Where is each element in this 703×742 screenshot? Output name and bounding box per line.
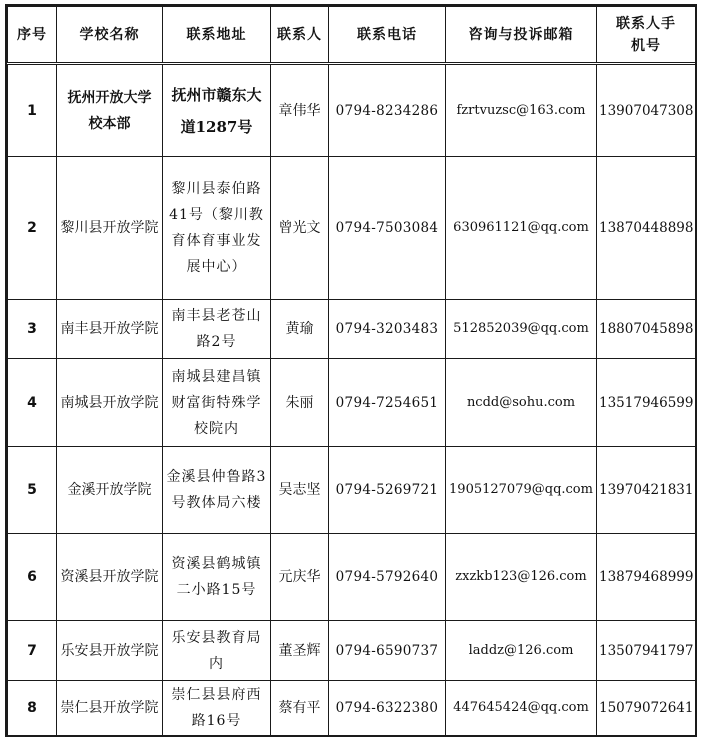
cell-mobile: 15079072641 bbox=[597, 681, 696, 736]
cell-mobile: 13879468999 bbox=[597, 534, 696, 621]
cell-contact: 黄瑜 bbox=[271, 300, 329, 359]
cell-school: 乐安县开放学院 bbox=[57, 621, 163, 681]
cell-school: 黎川县开放学院 bbox=[57, 157, 163, 300]
cell-mobile: 18807045898 bbox=[597, 300, 696, 359]
cell-school: 崇仁县开放学院 bbox=[57, 681, 163, 736]
cell-contact: 曾光文 bbox=[271, 157, 329, 300]
header-school: 学校名称 bbox=[57, 7, 163, 64]
cell-address: 黎川县泰伯路41号（黎川教育体育事业发展中心） bbox=[163, 157, 271, 300]
cell-phone: 0794-5792640 bbox=[329, 534, 446, 621]
cell-email[interactable]: 630961121@qq.com bbox=[446, 157, 597, 300]
cell-contact: 吴志坚 bbox=[271, 447, 329, 534]
cell-email[interactable]: 512852039@qq.com bbox=[446, 300, 597, 359]
cell-seq: 4 bbox=[8, 359, 57, 447]
cell-contact: 元庆华 bbox=[271, 534, 329, 621]
table-row bbox=[8, 64, 696, 157]
cell-email[interactable]: ncdd@sohu.com bbox=[446, 359, 597, 447]
header-row bbox=[8, 7, 696, 64]
cell-phone: 0794-7503084 bbox=[329, 157, 446, 300]
cell-seq: 8 bbox=[8, 681, 57, 736]
school-contact-table bbox=[7, 6, 696, 736]
header-email: 咨询与投诉邮箱 bbox=[446, 7, 597, 64]
cell-address: 南丰县老苍山路2号 bbox=[163, 300, 271, 359]
cell-seq: 5 bbox=[8, 447, 57, 534]
cell-school: 资溪县开放学院 bbox=[57, 534, 163, 621]
cell-seq: 7 bbox=[8, 621, 57, 681]
cell-email[interactable]: 1905127079@qq.com bbox=[446, 447, 597, 534]
cell-contact: 蔡有平 bbox=[271, 681, 329, 736]
cell-seq: 6 bbox=[8, 534, 57, 621]
cell-school: 抚州开放大学校本部 bbox=[57, 64, 163, 157]
table-row bbox=[8, 621, 696, 681]
table-row bbox=[8, 359, 696, 447]
cell-mobile: 13970421831 bbox=[597, 447, 696, 534]
cell-seq: 3 bbox=[8, 300, 57, 359]
contact-table-frame bbox=[5, 4, 697, 737]
cell-mobile: 13507941797 bbox=[597, 621, 696, 681]
header-contact: 联系人 bbox=[271, 7, 329, 64]
cell-email[interactable]: laddz@126.com bbox=[446, 621, 597, 681]
cell-contact: 章伟华 bbox=[271, 64, 329, 157]
cell-seq: 1 bbox=[8, 64, 57, 157]
cell-mobile: 13907047308 bbox=[597, 64, 696, 157]
cell-contact: 董圣辉 bbox=[271, 621, 329, 681]
table-row bbox=[8, 534, 696, 621]
cell-address: 金溪县仲鲁路3号教体局六楼 bbox=[163, 447, 271, 534]
cell-phone: 0794-8234286 bbox=[329, 64, 446, 157]
cell-mobile: 13870448898 bbox=[597, 157, 696, 300]
cell-address: 抚州市赣东大道1287号 bbox=[163, 64, 271, 157]
table-row bbox=[8, 300, 696, 359]
cell-address: 资溪县鹤城镇二小路15号 bbox=[163, 534, 271, 621]
table-row bbox=[8, 681, 696, 736]
cell-email[interactable]: 447645424@qq.com bbox=[446, 681, 597, 736]
table-row bbox=[8, 447, 696, 534]
cell-school: 金溪开放学院 bbox=[57, 447, 163, 534]
cell-phone: 0794-5269721 bbox=[329, 447, 446, 534]
header-phone: 联系电话 bbox=[329, 7, 446, 64]
cell-phone: 0794-7254651 bbox=[329, 359, 446, 447]
cell-email[interactable]: zxzkb123@126.com bbox=[446, 534, 597, 621]
cell-address: 南城县建昌镇财富街特殊学校院内 bbox=[163, 359, 271, 447]
header-mobile: 联系人手机号 bbox=[597, 7, 696, 64]
cell-phone: 0794-6322380 bbox=[329, 681, 446, 736]
cell-school: 南城县开放学院 bbox=[57, 359, 163, 447]
cell-phone: 0794-6590737 bbox=[329, 621, 446, 681]
cell-phone: 0794-3203483 bbox=[329, 300, 446, 359]
cell-address: 乐安县教育局内 bbox=[163, 621, 271, 681]
cell-address: 崇仁县县府西路16号 bbox=[163, 681, 271, 736]
cell-school: 南丰县开放学院 bbox=[57, 300, 163, 359]
cell-seq: 2 bbox=[8, 157, 57, 300]
cell-contact: 朱丽 bbox=[271, 359, 329, 447]
cell-email[interactable]: fzrtvuzsc@163.com bbox=[446, 64, 597, 157]
header-seq: 序号 bbox=[8, 7, 57, 64]
table-row bbox=[8, 157, 696, 300]
header-address: 联系地址 bbox=[163, 7, 271, 64]
cell-mobile: 13517946599 bbox=[597, 359, 696, 447]
table-body bbox=[8, 7, 696, 736]
